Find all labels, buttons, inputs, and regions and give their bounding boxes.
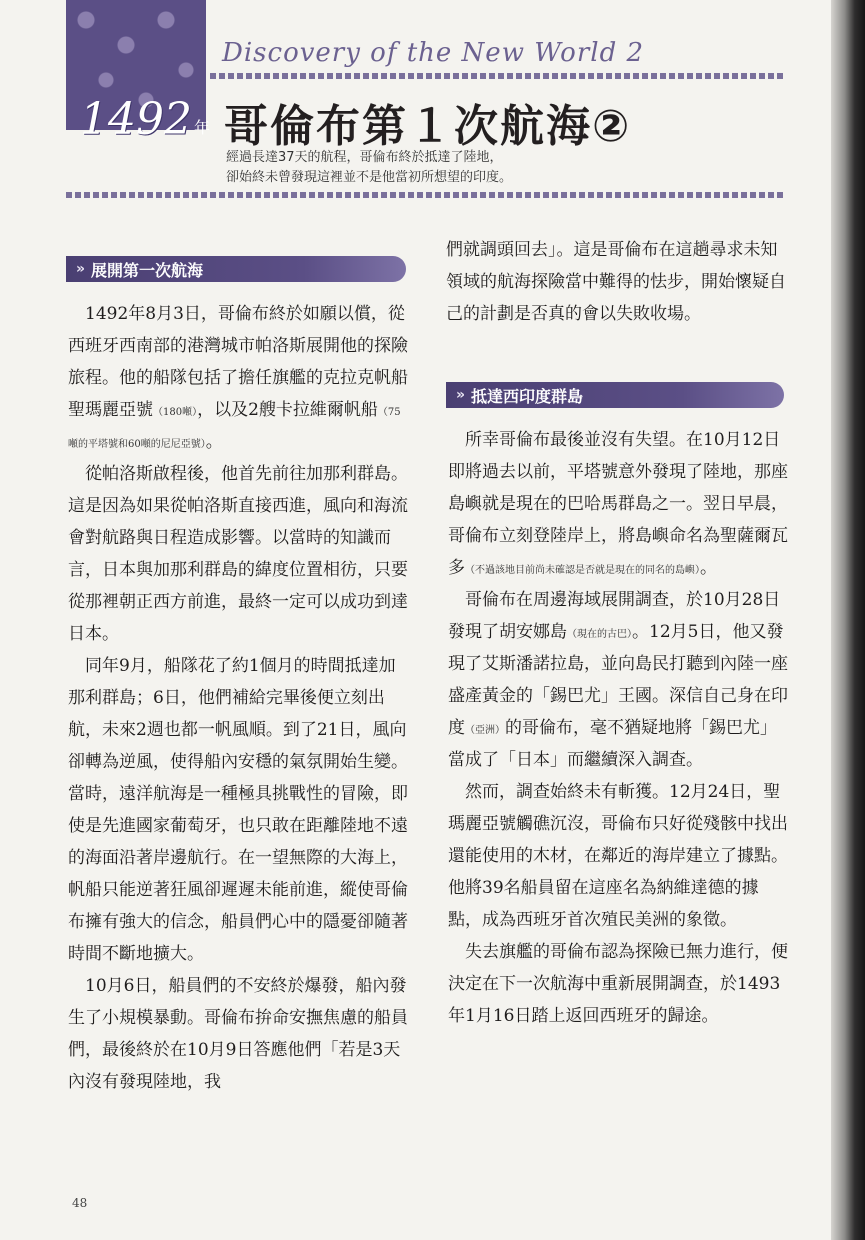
paragraph: 失去旗艦的哥倫布認為探險已無力進行，便決定在下一次航海中重新展開調查，於1493年1月16日踏上返回西班牙的歸途。 [448,942,788,1026]
section-header-first-voyage [66,256,406,282]
text: 所幸哥倫布最後並沒有失望。在10月12日即將過去以前，平塔號意外發現了陸地，那座島嶼就是現在的巴哈馬群島之一。翌日早晨，哥倫布立刻登陸岸上，將島嶼命名為聖薩爾瓦多 [448,430,788,578]
year-suffix: 年 [193,118,210,137]
text: 哥倫布在周邊海域展開調查，於10月28日發現了胡安娜島 [448,590,781,642]
text: 。12月5日，他又發現了艾斯潘諾拉島，並向島民打聽到內陸一座盛產黃金的「錫巴尤」王國。深信自己身在印度 [448,622,788,738]
section-title: 抵達西印度群島 [471,386,584,406]
note: （亞洲） [465,725,505,736]
paragraph: 們就調頭回去」。這是哥倫布在這趟尋求未知領域的航海探險當中難得的怯步，開始懷疑自己的計劃是否真的會以失敗收場。 [446,240,786,324]
chevron-icon: » [456,387,466,403]
text: 。 [700,558,717,578]
section-title: 展開第一次航海 [91,260,204,280]
page-title: 哥倫布第１次航海② [224,101,632,152]
note: （不過該地目前尚未確認是否就是現在的同名的島嶼） [465,565,700,576]
header-rule [210,73,785,79]
lead-line-2: 卻始終未曾發現這裡並不是他當初所想望的印度。 [226,170,513,185]
book-spine [831,0,865,1240]
year-number: 1492 [80,94,192,145]
lead-line-1: 經過長達37天的航程，哥倫布終於抵達了陸地， [226,150,503,165]
section-header-west-indies [446,382,784,408]
paragraph [448,424,788,584]
page-number: 48 [72,1196,88,1210]
paragraph: 從帕洛斯啟程後，他首先前往加那利群島。這是因為如果從帕洛斯直接西進，風向和海流會對航路與日程造成影響。以當時的知識而言，日本與加那利群島的緯度位置相彷，只要從那裡朝正西方前進，最終一定可以成功到達日本。 [68,464,408,644]
paragraph [68,298,410,458]
series-title: Discovery of the New World 2 [222,38,645,68]
paragraph [448,584,788,776]
note: （180噸） [153,407,198,418]
text: 的哥倫布，毫不猶疑地將「錫巴尤」當成了「日本」而繼續深入調查。 [448,718,777,770]
right-column [448,424,788,1032]
paragraph: 同年9月，船隊花了約1個月的時間抵達加那利群島；6日，他們補給完畢後便立刻出航，未來2週也都一帆風順。到了21日，風向卻轉為逆風，使得船內安穩的氣氛開始生變。當時，遠洋航海是一種極具挑戰性的冒險，即使是先進國家葡萄牙，也只敢在距離陸地不遠的海面沿著岸邊航行。在一望無際的大海上，帆船只能逆著狂風卻遲遲未能前進，縱使哥倫布擁有強大的信念，船員們心中的隱憂卻隨著時間不斷地擴大。 [68,656,408,964]
note: （現在的古巴） [567,629,632,640]
lead-text [226,148,512,188]
text: ，以及2艘卡拉維爾帆船 [197,400,378,420]
chevron-icon: » [76,261,86,277]
year-label [80,94,210,145]
left-column [68,298,410,1098]
paragraph: 10月6日，船員們的不安終於爆發，船內發生了小規模暴動。哥倫布拚命安撫焦慮的船員們，最後終於在10月9日答應他們「若是3天內沒有發現陸地，我 [68,976,408,1092]
text: 。 [205,432,223,452]
note: （75噸的平塔號和60噸的尼尼亞號） [68,407,401,450]
paragraph: 然而，調查始終未有斬獲。12月24日，聖瑪麗亞號觸礁沉沒，哥倫布只好從殘骸中找出還能使用的木材，在鄰近的海岸建立了據點。他將39名船員留在這座名為納維達德的據點，成為西班牙首次殖民美洲的象徵。 [448,782,788,930]
text: 1492年8月3日，哥倫布終於如願以償，從西班牙西南部的港灣城市帕洛斯展開他的探險旅程。他的船隊包括了擔任旗艦的克拉克帆船聖瑪麗亞號 [68,304,408,420]
right-column-top [446,234,786,330]
lead-rule [66,192,785,198]
